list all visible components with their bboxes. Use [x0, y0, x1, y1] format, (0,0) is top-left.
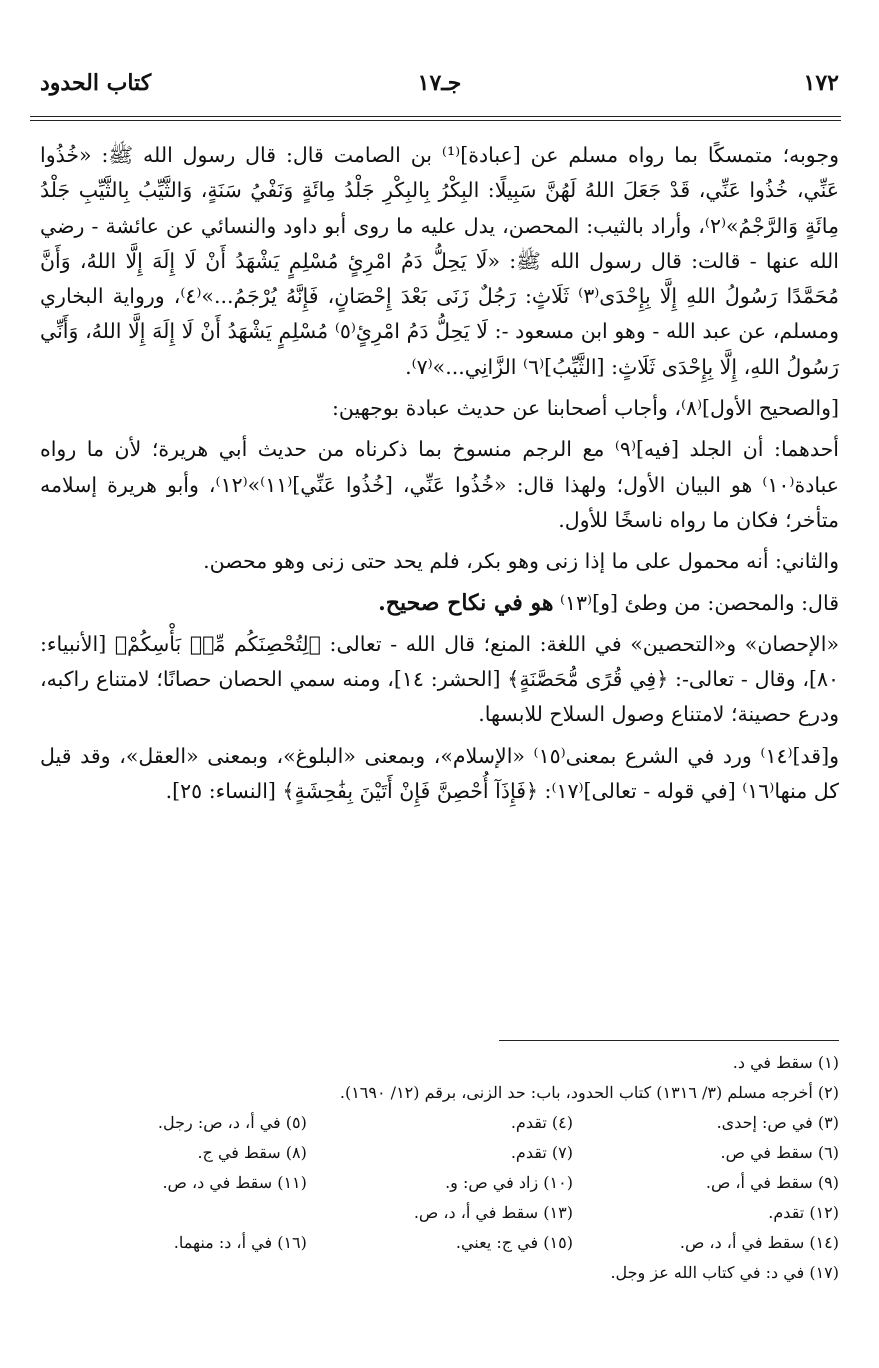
footnote-2: (٢) أخرجه مسلم (٣/ ١٣١٦) كتاب الحدود، باب: حد الزنى، برقم (١٢/ ١٦٩٠).	[339, 1083, 839, 1102]
paragraph-7: و[قد]⁽١٤⁾ ورد في الشرع بمعنى⁽١٥⁾ «الإسلام»، وبمعنى «البلوغ»، وبمعنى «العقل»، وقد قيل كل منها⁽١٦⁾ [في قوله - تعالى]⁽١٧⁾: ﴿فَإِذَآ أُحْصِنَّ فَإِنْ أَتَيْنَ بِفَٰحِشَةٍ﴾ [النساء: ٢٥].	[40, 743, 839, 804]
footnote-1: (١) سقط في د.	[732, 1053, 839, 1072]
paragraph-5	[40, 586, 839, 621]
page-number: ١٧٢	[803, 70, 839, 96]
paragraph-6: «الإحصان» و«التحصين» في اللغة: المنع؛ قال الله - تعالى: ﴿لِتُحْصِنَكُم مِّنۢ بَأْسِكُمْ﴾ [الأنبياء: ٨٠]، وقال - تعالى-: ﴿فِي قُرًى مُّحَصَّنَةٍ﴾ [الحشر: ١٤]، ومنه سمي الحصان حصانًا؛ لامتناع راكبه، ودرع حصينة؛ لامتناع وصول السلاح للابسها.	[40, 631, 839, 727]
paragraph-1: وجوبه؛ متمسكًا بما رواه مسلم عن [عبادة]⁽¹⁾ بن الصامت قال: قال رسول الله ﷺ: «خُذُوا عَنِّي، خُذُوا عَنِّي، قَدْ جَعَلَ اللهُ لَهُنَّ سَبِيلًا: البِكْرُ بِالبِكْرِ جَلْدُ مِائَةٍ وَنَفْيُ سَنَةٍ، وَالثَّيِّبُ بِالثَّيِّبِ جَلْدُ مِائَةٍ وَالرَّجْمُ»⁽٢⁾، وأراد بالثيب: المحصن، يدل عليه ما روى أبو داود والنسائي عن عائشة - رضي الله عنها - قالت: قال رسول الله ﷺ: «لَا يَحِلُّ دَمُ امْرِئٍ مُسْلِمٍ يَشْهَدُ أَنْ لَا إِلَهَ إِلَّا اللهُ، وَأَنَّ مُحَمَّدًا رَسُولُ اللهِ إِلَّا بِإِحْدَى⁽٣⁾ ثَلَاثٍ: رَجُلٌ زَنَى بَعْدَ إِحْصَانٍ، فَإِنَّهُ يُرْجَمُ...»⁽٤⁾، ورواية البخاري ومسلم، عن عبد الله - وهو ابن مسعود -: لَا يَحِلُّ دَمُ امْرِئٍ⁽٥⁾ مُسْلِمٍ يَشْهَدُ أَنْ لَا إِلَهَ إِلَّا اللهُ، وَأَنِّي رَسُولُ اللهِ، إِلَّا بِإِحْدَى ثَلَاثٍ: [الثَّيِّبُ]⁽٦⁾ الزَّانِي...»⁽٧⁾.	[40, 143, 839, 379]
footnote-5: (٥) في أ، د، ص: رجل.	[157, 1113, 307, 1132]
footnote-15: (١٥) في ج: يعني.	[455, 1233, 573, 1252]
footnote-7: (٧) تقدم.	[510, 1143, 573, 1162]
page-header	[40, 70, 839, 118]
book-title: كتاب الحدود	[40, 70, 152, 96]
footnote-separator	[499, 1040, 839, 1041]
paragraph-3: أحدهما: أن الجلد [فيه]⁽٩⁾ مع الرجم منسوخ بما ذكرناه من حديث أبي هريرة؛ لأن ما رواه عبادة⁽١٠⁾ هو البيان الأول؛ ولهذا قال: «خُذُوا عَنِّي، [خُذُوا عَنِّي]⁽١١⁾»⁽١٢⁾، وأبو هريرة إسلامه متأخر؛ فكان ما رواه ناسخًا للأول.	[40, 437, 839, 532]
header-rule	[30, 116, 841, 117]
paragraph-2: [والصحيح الأول]⁽٨⁾، وأجاب أصحابنا عن حديث عبادة بوجهين:	[331, 396, 839, 421]
footnote-13: (١٣) سقط في أ، د، ص.	[413, 1203, 573, 1222]
footnotes	[40, 1048, 839, 1288]
footnote-6: (٦) سقط في ص.	[720, 1143, 839, 1162]
footnote-10: (١٠) زاد في ص: و.	[445, 1173, 573, 1192]
volume-label: جـ١٧	[417, 70, 462, 96]
footnote-14: (١٤) سقط في أ، د، ص.	[679, 1233, 839, 1252]
footnote-16: (١٦) في أ، د: منهما.	[173, 1233, 307, 1252]
matn-quote-label: قال: والمحصن: من وطئ [و]⁽١٣⁾	[559, 590, 839, 615]
footnote-9: (٩) سقط في أ، ص.	[705, 1173, 839, 1192]
footnote-11: (١١) سقط في د، ص.	[162, 1173, 307, 1192]
paragraph-4: والثاني: أنه محمول على ما إذا زنى وهو بكر، فلم يحد حتى زنى وهو محصن.	[203, 549, 839, 574]
footnote-8: (٨) سقط في ج.	[197, 1143, 307, 1162]
footnote-17: (١٧) في د: في كتاب الله عز وجل.	[610, 1263, 839, 1282]
footnote-12: (١٢) تقدم.	[768, 1203, 839, 1222]
footnote-3: (٣) في ص: إحدى.	[716, 1113, 839, 1132]
footnote-4: (٤) تقدم.	[510, 1113, 573, 1132]
main-text	[40, 138, 839, 809]
header-rule-thin	[30, 120, 841, 121]
matn-quote-bold: هو في نكاح صحيح.	[378, 589, 554, 616]
